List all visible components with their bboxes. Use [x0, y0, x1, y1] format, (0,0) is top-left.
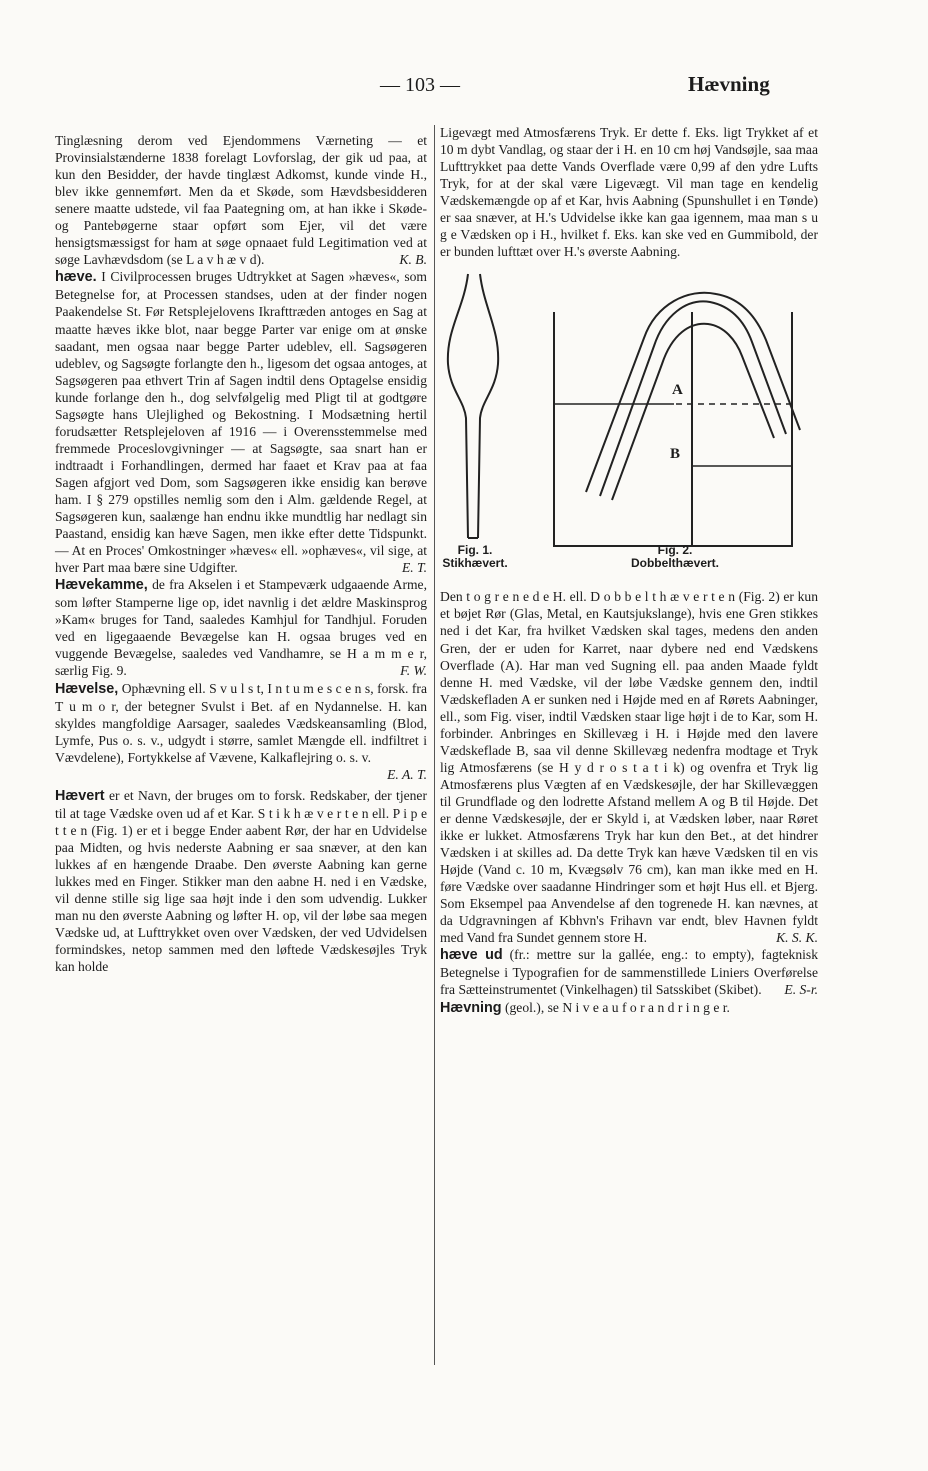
- label-b: B: [670, 446, 681, 463]
- entry-continuation: [55, 132, 427, 268]
- headword: Hævert: [55, 787, 105, 804]
- siphon-diagram: [440, 268, 818, 571]
- entry-text: I Civilprocessen bruges Udtrykket at Sagen »hæves«, som Betegnelse for, at Processen standses, uden at der finder nogen Paakendelse St. Før Retsplejelovens Ikrafttræden antoges en Sag at maatte hæves ikke blot, naar begge Parter var enige om at ønske saadant, men ogsaa naar begge Parter udeblev, ell. Sagsøgeren udeblev, og Sagsøgte forlangte den h., ligesom det ogsaa antoges, at Sagsøgeren paa ethvert Trin af Sagen indtil dens Optagelse ensidig kunde forlange den h., dog selvfølgelig med Pligt til at godtgøre Sagsøgte hans Ulejlighed og Bekostning. I Modsætning hertil forudsætter Retsplejeloven af 1916 — i Overensstemmelse med fremmede Proceslovgivninger — at Sagsøgte, saa snart han er indtraadt i Forhandlingen, dermed har faaet et Krav paa at faa Sagen afgjort ved Dom, som Sagsøgeren ikke ensidig kan berøve ham. I § 279 opstilles nemlig som den i Alm. gældende Regel, at Sagsøgeren kun, saalænge han endnu ikke mundtlig har nedlagt sin Paastand, ensidig kan hæve Sagen, men ikke efter dette Tidspunkt. — At en Proces' Omkostninger »hæves« ell. »ophæves«, vil sige, at hver Part maa bære sine Udgifter.: [55, 269, 427, 576]
- fig1-pipette: [448, 274, 498, 538]
- pipette-right-outline: [478, 274, 498, 538]
- headword: hæve.: [55, 269, 97, 286]
- page-number: — 103 —: [380, 74, 460, 96]
- entry-text: (geol.), se N i v e a u f o r a n d r i n g e r.: [504, 999, 730, 1015]
- running-head: Hævning: [688, 72, 770, 96]
- author-signature: F. W.: [400, 663, 427, 679]
- figure-siphons: [440, 268, 818, 571]
- headword: Hævelse,: [55, 680, 119, 697]
- author-signature: K. B.: [399, 252, 427, 268]
- fig2-caption: Fig. 2. Dobbelthævert.: [630, 543, 719, 571]
- entry-text: Den t o g r e n e d e H. ell. D o b b e l t h æ v e r t e n (Fig. 2) er kun et bøjet Rør (Glas, Metal, en Kautsjukslange), hvis ene Gren stikkes ned i det Kar, fra hvilket Vædsken skal tages, medens den anden Gren, der er uden for Karret, naar dybere ned end Vædskens Overflade (A). Har man ved Sugning ell. paa anden Maade fyldt denne H. med Vædske, vil der løbe Vædske gennem den, indtil Vædskefladen A er sunken ned i Højde med en af Rørets Aabninger, ell., som Fig. viser, indtil Vædsken staar lige højt i de to Kar, som H. forbinder. Anbringes en Skillevæg i H. i Højde med den lavere Vædskeflade B, saa vil denne Skillevæg nedenfra modtage et Tryk lig Atmosfærens (se H y d r o s t a t i k) og ovenfra et Tryk lig Atmosfærens plus Vægten af en Vædskesøjle, der har Skillevæggen til Grundflade og den lodrette Afstand mellem A og B til Højde. Det er denne Vædskesøjle, der er Skyld i, at Vædsken løber, naar Røret ikke er lukket. Atmosfærens Tryk har kun den Bet., at det hindrer Vædsken i at skilles ad. Da dette Tryk kan hæve Vædsken til en vis Højde (Vand c. 10 m, Kvægsølv 76 cm), kan man ikke med en H. føre Vædske over saadanne Hindringer som et højt Hus ell. et Bjerg. Som Eksempel paa Anvendelse af den togrenede H. kan nævnes, at da Udgravningen af Kbhvn's Frihavn var endt, blev Havnen fyldt med Vand fra Sundet gennem store H.: [440, 589, 818, 946]
- entry-text: er et Navn, der bruges om to forsk. Redskaber, der tjener til at tage Vædske oven ud af et Kar. S t i k h æ v e r t e n ell. P i p e t t e n (Fig. 1) er et i begge Ender aabent Rør, der har en Udvidelse paa Midten, og hvis nederste Aabning er saa snæver, at den kan lukkes af en hængende Draabe. Den øverste Aabning kan gerne lukkes med en Finger. Stikker man den aabne H. ned i en Vædske, vil denne stille sig lige saa højt inde i den som udvendig. Lukker man nu den øverste Aabning og løfter H. op, vil der løbe saa megen Vædske ud, at Lufttrykket oven over Vædsken, der ved Udvidelsen formindskes, netop sammen med den løftede Vædskesøjles Tryk kan holde: [55, 787, 427, 975]
- pipette-left-outline: [448, 274, 468, 538]
- author-signature: E. S-r.: [784, 982, 818, 998]
- entry-text: (fr.: mettre sur la gallée, eng.: to empty), fagteknisk Betegnelse i Typografien for de sammenstillede Liniers Overførelse fra Sætteinstrumentet (Vinkelhagen) til Satsskibet (Skibet).: [440, 947, 819, 998]
- entry-continuation: Ligevægt med Atmosfærens Tryk. Er dette f. Eks. ligt Trykket af et 10 m dybt Vandlag, og staar der i H. en 10 cm høj Vandsøjle, saa maa Lufttrykket paa dette Vands Overflade være 0,99 af den ydre Lufts Tryk, for at der skal være Ligevægt. Vil man tage en kendelig Vædskemængde op af et Kar, hvis Aabning (Spunshullet i en Tønde) er saa snæver, at H.'s Udvidelse ikke kan gaa igennem, maa man s u g e Vædsken op i H., hvilket f. Eks. kan ske ved en Gummibold, der er bunden lufttæt over H.'s øverste Aabning.: [440, 125, 818, 260]
- right-column: [440, 124, 818, 1017]
- entry-haevekamme: [55, 576, 427, 679]
- fig1-caption: Fig. 1. Stikhævert.: [442, 543, 508, 571]
- entry-haevert: [55, 787, 427, 976]
- entry-haevning: [440, 999, 818, 1017]
- vessel-left-wall: [554, 312, 692, 546]
- entry-text: Tinglæsning derom ved Ejendommens Værneting — et Provinsialstænderne 1838 forelagt Lovforslag, der gik ud paa, at kun den Besidder, der havde tinglæst Adkomst, kunde vinde H., blev ikke gennemført. Men da et Skøde, som Hævdsbesidderen senere maatte udstede, vil faa Paategning om, at han ikke i Skøde- og Pantebøgerne staar opført som Ejer, vil det være hensigtsmæssigst for ham at søge opnaaet fuld Legitimation ved at søge Lavhævdsdom (se L a v h æ v d).: [55, 133, 427, 268]
- headword: Hævning: [440, 999, 502, 1016]
- headword: hæve ud: [440, 947, 503, 964]
- page-header: [0, 72, 928, 102]
- fig2-double-siphon: [554, 293, 800, 546]
- entry-text: de fra Akselen i et Stampeværk udgaaende Arme, som løfter Stamperne lige op, idet navnlig i det ældre Maskinsprog »Kam« bruges for Tand, saaledes Kamhjul for Tandhjul. Foruden ved en ligegaaende Bevægelse kan H. ogsaa bruges ved en vuggende Bevægelse, saaledes ved Vandhamre, se H a m m e r, særlig Fig. 9.: [55, 577, 427, 679]
- author-signature: K. S. K.: [776, 930, 818, 946]
- vessel-right-wall: [692, 312, 792, 546]
- entry-text: Ophævning ell. S v u l s t, I n t u m e s c e n s, forsk. fra T u m o r, der betegner Svulst i Bet. af en Nydannelse. H. kan skyldes mangfoldige Aarsager, saaledes Vædskeansamling (Blod, Lymfe, Pus o. s. v., udgydt i større, samlet Mængde ell. indfiltret i Vævdelene), Fortykkelse af Vævene, Kalkaflejring o. s. v.: [55, 680, 427, 765]
- entry-haeve: [55, 268, 427, 576]
- author-signature: E. A. T.: [387, 766, 427, 782]
- entry-haevelse: [55, 680, 427, 766]
- label-a: A: [672, 382, 683, 399]
- headword: Hævekamme,: [55, 577, 148, 594]
- author-signature: E. T.: [401, 560, 427, 576]
- left-column: [55, 132, 427, 975]
- entry-haeve-ud: [440, 946, 818, 998]
- column-divider: [434, 125, 435, 1365]
- entry-dobbelthaevert: [440, 588, 818, 946]
